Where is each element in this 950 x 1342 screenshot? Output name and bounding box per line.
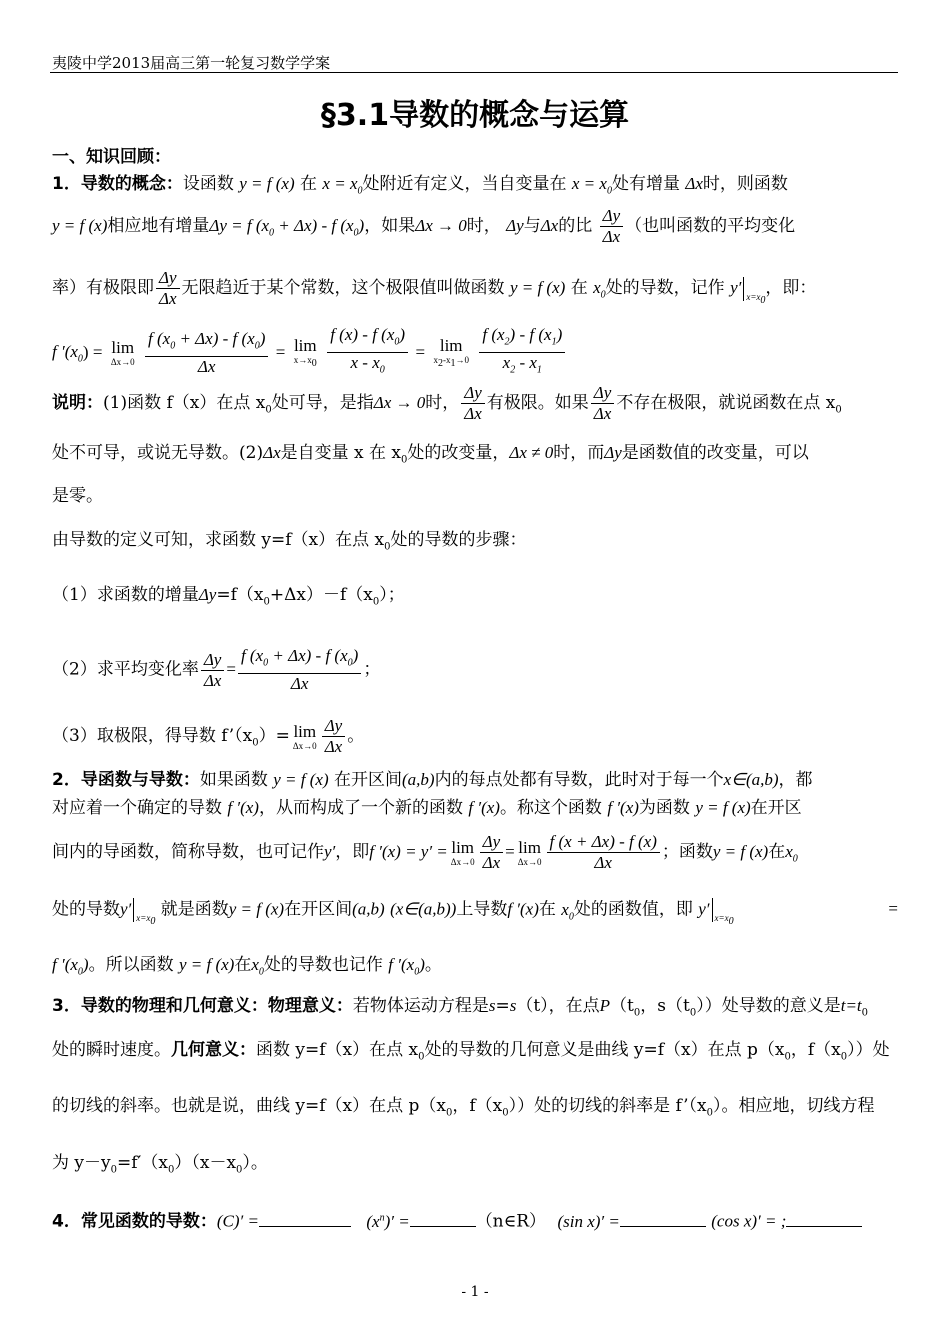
text: 在 [234,955,252,975]
text: ； [363,659,381,680]
text: 就是函数 [160,899,229,920]
fraction-avg-rate: $\frac{f (x_0 + \Delta x) - f (x_0)}{\Delta x}$ [238,646,361,694]
text: 在 [768,842,786,862]
answer-blank[interactable] [786,1210,862,1227]
text: （也叫函数的平均变化 [625,216,796,236]
math-fx: y = f (x) [52,216,108,235]
step-1: （1）求函数的增量$\Delta y=f(x_0+\Delta x)-f(x_0)$； [52,585,405,608]
text: ，从而构成了一个新的函数 [258,798,463,818]
fraction-dy-dx: $\frac{\Delta y}{\Delta x}$ [591,383,615,424]
math-dy: Δy [506,216,524,235]
running-header: 夷陵中学2013届高三第一轮复习数学学案 [52,54,331,72]
math-dx: Δx [263,443,281,462]
text: （n∈R） [475,1211,547,1232]
text: 。 [424,955,442,975]
note-line1: 说明：(1)函数 f（x）在点 $x_0$处可导，是指Δx → 0时， $\frac{\Delta y}{\Delta x}$ 有极限。如果 $\frac{\Delta y}{\Delta x}$ 不存在极限，就说函数在点 $x_0$ [52,383,842,423]
text: ））处的切线的斜率是 f’（x [508,1096,707,1116]
fraction-dy-dx: $\frac{\Delta y}{\Delta x}$ [201,650,225,691]
item3-label: 3．导数的物理和几何意义：物理意义： [52,996,353,1016]
limit-operator: lim Δx→0 [517,837,542,867]
math-derivative-power: $(x^n)'$ = [366,1211,410,1231]
limit-operator: lim Δx→0 [292,721,317,751]
text: 上导数 [456,899,508,920]
math-fprime-x: f ′(x) [507,899,539,919]
fraction-dy-dx: $\frac{\Delta y}{\Delta x}$ [480,832,504,873]
fraction-dy-dx: $\frac{\Delta y}{\Delta x}$ [461,383,485,424]
text: ，在点 [548,996,600,1016]
text: = [495,996,510,1016]
fraction-def2: $\frac{f (x) - f (x_0)}{x - x_0}$ [327,325,408,381]
text: 处的导数，记作 [605,278,725,298]
math-x-eq-x0: $x = x_0$ [571,174,612,197]
math-fx: y = f (x) [273,770,329,789]
text: (1)函数 f（x）在点 x [103,393,266,413]
text: ，如果 [364,216,416,236]
text: 在 [300,174,318,194]
text: =f′（x [117,1153,168,1173]
eval-bar: $x=x_0$ [743,277,765,301]
page-number: - 1 - [461,1284,489,1300]
item1-label: 1．导数的概念： [52,174,183,194]
step-3: （3）取极限，得导数 $f’(x_0)=$ lim Δx→0 $\frac{\Delta y}{\Delta x}$ 。 [52,716,365,756]
math-derivative-sin: (sin x)′ = [557,1211,620,1231]
note-label: 说明： [52,393,103,413]
math-interval: (a,b) [402,770,435,789]
text: （t [610,996,634,1016]
math-fprime-eq: f ′(x) = y′ = [369,842,448,861]
math-dy: Δy [604,443,622,462]
math-dx-to-0: Δx → 0 [415,216,467,235]
text: 的比 [558,216,593,236]
math-fx: y = f (x) [228,899,285,919]
text: 处导数的意义是 [721,996,841,1016]
limit-operator: lim Δx→0 [450,837,475,867]
text: 处的导数也记作 [263,955,383,975]
text: 处的导数 [52,899,120,920]
math-x0: $x_0$ [251,955,264,978]
fraction-dy-dx: $\frac{\Delta y}{\Delta x}$ [322,716,346,757]
item1-line2 [52,206,898,247]
text: 在 [538,899,556,920]
note-line3: 是零。 [52,486,103,506]
math-dx-ne-0: Δx ≠ 0 [509,443,554,462]
text: ，f（x [790,1040,841,1060]
text: 为 y－y [52,1153,111,1173]
text: 由导数的定义可知，求函数 y=f（x）在点 x [52,530,385,550]
math-x0: $x_0$ [593,278,606,301]
fraction-def1: $\frac{f (x_0 + \Delta x) - f (x_0)}{\Delta x}$ [145,329,268,377]
math-fx: y = f (x) [239,174,295,193]
text: ）= [258,726,290,746]
text: ，即 [335,842,370,862]
text: 处的导数的步骤： [390,530,527,550]
text: （3）取极限，得导数 f’（x [52,726,253,746]
math-eq: = [888,899,898,918]
geometric-meaning-label: 几何意义： [171,1040,256,1060]
math-increment: Δy = f $(x_0 + \Delta x) - f$ $(x_0)$ [209,216,365,239]
text: 处的瞬时速度。 [52,1040,171,1060]
item1-line3 [52,268,898,309]
math-fprime-x0: f $'(x_0$ [52,342,83,365]
text: 在开区 [750,798,802,818]
text: ））处 [847,1040,890,1060]
text: ）。 [242,1153,268,1173]
math-y-prime: y′ [698,899,710,919]
limit-operator: lim $x\to x_0$ [293,335,317,369]
math-x-in-interval: (x∈(a,b)) [390,899,457,919]
text: 处可导，是指 [271,393,374,413]
text: 如果函数 [199,770,268,790]
text: 对应着一个确定的导数 [52,798,222,818]
math-dy: Δy [198,585,217,604]
text: 。称这个函数 [499,798,602,818]
math-fprime-x: f ′(x) [468,798,500,817]
page-title: §3.1导数的概念与运算 [320,98,630,133]
answer-blank[interactable] [620,1210,706,1227]
math-s: s [488,996,496,1015]
text: 与 [523,216,541,236]
item2-line5 [52,954,898,983]
text: ，s（t [640,996,690,1016]
text: 间内的导函数，简称导数，也可记作 [52,842,324,862]
math-fprime-x: f ′(x) [227,798,259,817]
text: 。 [347,726,365,746]
text: =f（x [216,585,264,605]
math-fx: y = f (x) [695,798,751,817]
fraction-def3: $\frac{f (x_2) - f (x_1)}{x_2 - x_1}$ [479,325,565,381]
text: ，f（x [452,1096,503,1116]
note-line2: 处不可导，或说无导数。(2)Δx是自变量 x 在 $x_0$处的改变量，Δx ≠ 0时，而Δy是函数值的改变量，可以 [52,443,809,466]
text: 若物体运动方程是 [352,996,489,1016]
math-y-prime: y′ [120,899,132,919]
math-s: s [509,996,517,1015]
text: （t） [516,996,549,1016]
math-y-prime: y′ [730,278,742,297]
math-dx: Δx [540,216,559,235]
math-fx: y = f (x) [509,278,566,297]
text: （2）求平均变化率 [52,659,199,680]
text: 内的每点处都有导数，此时对于每一个 [434,770,724,790]
math-x0: $x_0$ [561,899,574,922]
text: 在开区间 [284,899,353,920]
item2-line4 [52,898,898,928]
eval-bar: $x=x_0$ [712,898,734,922]
math-derivative-cos: (cos x)′ = ; [711,1211,787,1231]
answer-blank[interactable] [410,1210,476,1227]
math-derivative-constant: (C)′ = [216,1211,259,1231]
fraction-dy-dx: $\frac{\Delta y}{\Delta x}$ [156,268,180,309]
math-fx: y = f (x) [712,842,769,861]
item4-line1 [52,1207,898,1233]
item2-line3: 间内的导函数，简称导数，也可记作y′，即f ′(x) = y′ = lim Δx→0 $\frac{\Delta y}{\Delta x}$ = lim Δx→0 $\frac{f (x + \Delta x) - f (x)}{\Delta x}$ ；函数y = f (x)在$x_0$ [52,832,798,872]
fraction-dy-dx: $\frac{\Delta y}{\Delta x}$ [600,206,624,247]
item3-line1: 3．导数的物理和几何意义：物理意义：若物体运动方程是s=s（t），在点$P(t_0$，$s(t_0)$）处导数的意义是$t=t_0$ [52,996,869,1019]
section-heading: 一、知识回顾： [52,147,171,167]
text: ；函数 [661,842,713,862]
text: 处有增量 [611,174,680,194]
math-fprime-x0: f $'(x_0)$ [388,955,425,978]
header-rule [50,72,898,73]
text: ）； [379,585,405,605]
math-P: P [599,996,611,1015]
math-x0: $x_0$ [785,842,798,865]
text: 处不可导，或说无导数。(2) [52,443,264,463]
item3-line3: 的切线的斜率。也就是说，曲线 y=f（x）在点 $p(x_0$，$f(x_0)$）处的切线的斜率是 $f’(x_0)$。相应地，切线方程 [52,1096,875,1119]
text: 时， [466,216,501,236]
text: 处附近有定义，当自变量在 [362,174,567,194]
math-x-in-interval: x∈(a,b) [723,770,779,789]
text: 为函数 [638,798,690,818]
text: 相应地有增量 [107,216,210,236]
math-eq: ) = [82,342,103,362]
text: 时，而 [553,443,605,463]
step-2 [52,646,898,694]
math-x-eq-x0: $x = x_0$ [322,174,363,197]
text: 时，则函数 [702,174,788,194]
item3-line2: 处的瞬时速度。几何意义：函数 y=f（x）在点 $x_0$处的导数的几何意义是曲线 y=f（x）在点 $p(x_0$，$f(x_0)$）处 [52,1040,890,1063]
text: 函数 y=f（x）在点 x [256,1040,419,1060]
item2-label: 2．导函数与导数： [52,770,200,790]
fraction-derivative-function: $\frac{f (x + \Delta x) - f (x)}{\Delta x}$ [547,832,660,873]
text: 的切线的斜率。也就是说，曲线 y=f（x）在点 p（x [52,1096,447,1116]
math-eq: = [226,659,236,679]
text: 在 [570,278,588,298]
text: （1）求函数的增量 [52,585,199,605]
item2-line1 [52,769,898,791]
text: 处的改变量， [407,443,510,463]
text: ，即： [765,278,817,298]
steps-intro: 由导数的定义可知，求函数 y=f（x）在点 $x_0$处的导数的步骤： [52,530,527,553]
limit-operator: lim Δx→0 [110,337,135,367]
math-fx: y = f (x) [178,955,235,974]
eval-bar: $x=x_0$ [133,898,155,922]
text: 是自变量 x 在 x [280,443,402,463]
text: 率）有极限即 [52,278,154,298]
math-fprime-x: f ′(x) [607,798,639,817]
item4-label: 4．常见函数的导数： [52,1211,217,1232]
answer-blank[interactable] [259,1210,351,1227]
item3-line4: 为 $y-y_0=f'(x_0)(x-x_0)$。 [52,1153,268,1176]
text: 是函数值的改变量，可以 [621,443,809,463]
text: ）。相应地，切线方程 [712,1096,875,1116]
text: 时， [425,393,460,413]
text: 有极限。如果 [486,393,589,413]
text: ，都 [778,770,813,790]
text: 不存在极限，就说函数在点 x [616,393,836,413]
text: 处的导数的几何意义是曲线 y=f（x）在点 p（x [424,1040,785,1060]
math-t-eq-t0: t=t [840,996,862,1015]
math-dx: Δx [685,174,703,193]
text: 设函数 [182,174,234,194]
math-dx-to-0: Δx → 0 [373,393,426,412]
text: ）（x－x [174,1153,237,1173]
text: +Δx）－f（x [269,585,373,605]
math-interval: (a,b) [352,899,385,919]
math-fprime-x0: f $'(x_0)$ [52,955,89,978]
text: ）） [696,996,722,1016]
text: 处的函数值，即 [573,899,693,920]
math-y-prime: y′ [324,842,336,861]
text: 。所以函数 [88,955,174,975]
text: 在开区间 [334,770,403,790]
limit-operator: lim $x_2-x_1\to 0$ [433,335,469,369]
derivative-definition-formula: f $'(x_0)$ = lim Δx→0 $\frac{f (x_0 + \Delta x) - f (x_0)}{\Delta x}$ = lim $x\to x_0$ $\frac{f (x) - f (x_0)}{x - x_0}$ = lim $x_2-x_1\to 0$ $\frac{f (x_2) - f (x_1)}{x_2 - x_1}$ [52,325,898,381]
item1-line1 [52,173,898,202]
text: 无限趋近于某个常数，这个极限值叫做函数 [181,278,505,298]
item2-line2 [52,797,898,819]
